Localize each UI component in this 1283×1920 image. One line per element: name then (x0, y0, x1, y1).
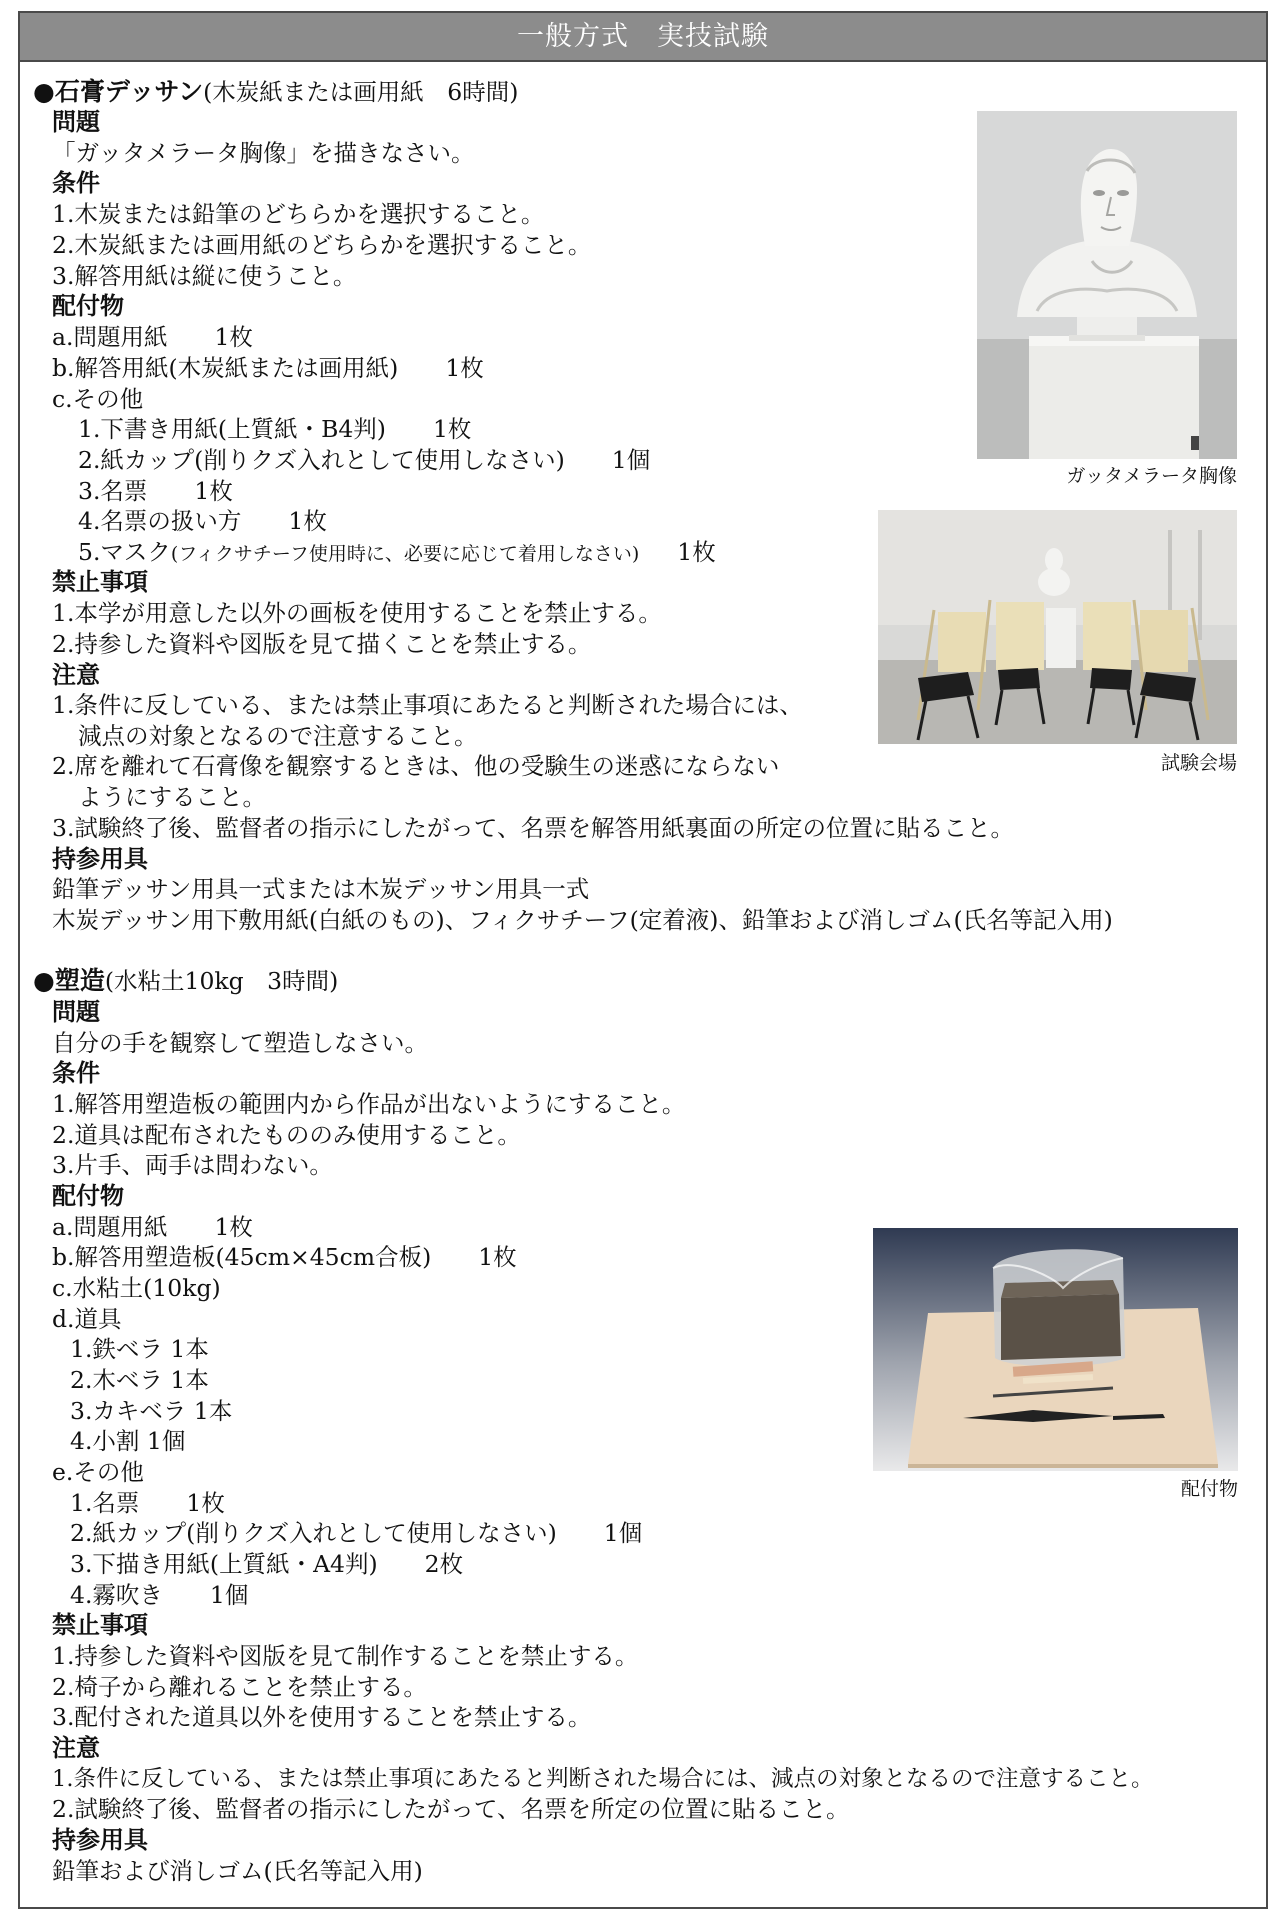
section-title-main: ●塑造 (33, 966, 105, 995)
prohibited-heading: 禁止事項 (52, 568, 148, 596)
distribution-item: 1.鉄ベラ 1本 (70, 1335, 209, 1363)
problem-heading: 問題 (52, 108, 100, 136)
items-line: 鉛筆および消しゴム(氏名等記入用) (52, 1857, 423, 1885)
condition-item: 2.道具は配布されたもののみ使用すること。 (52, 1121, 521, 1149)
section-title (33, 966, 338, 996)
condition-item: 1.木炭または鉛筆のどちらかを選択すること。 (52, 200, 545, 228)
distribution-item: 1.下書き用紙(上質紙・B4判) 1枚 (78, 415, 472, 443)
notes-heading: 注意 (52, 661, 100, 689)
distribution-item: 4.霧吹き 1個 (70, 1581, 249, 1609)
distribution-item: 1.名票 1枚 (70, 1489, 225, 1517)
note-item-cont: 減点の対象となるので注意すること。 (78, 722, 478, 750)
prohibited-item: 1.本学が用意した以外の画板を使用することを禁止する。 (52, 599, 662, 627)
section-title-sub: (木炭紙または画用紙 6時間) (203, 78, 519, 106)
note-item: 1.条件に反している、または禁止事項にあたると判断された場合には、減点の対象となるので注意すること。 (52, 1766, 1154, 1792)
distribution-heading: 配付物 (52, 1182, 124, 1210)
distribution-item: 3.名票 1枚 (78, 477, 233, 505)
prohibited-item: 3.配付された道具以外を使用することを禁止する。 (52, 1703, 592, 1731)
note-item: 2.試験終了後、監督者の指示にしたがって、名票を所定の位置に貼ること。 (52, 1795, 850, 1823)
note-item: 1.条件に反している、または禁止事項にあたると判断された場合には、 (52, 691, 803, 719)
distribution-item: 4.小割 1個 (70, 1427, 186, 1455)
distribution-item: e.その他 (52, 1458, 144, 1486)
distribution-item: d.道具 (52, 1305, 122, 1333)
condition-item: 2.木炭紙または画用紙のどちらかを選択すること。 (52, 231, 592, 259)
distribution-heading: 配付物 (52, 292, 124, 320)
note-item: 3.試験終了後、監督者の指示にしたがって、名票を解答用紙裏面の所定の位置に貼ること。 (52, 814, 1014, 842)
distribution-item: 4.名票の扱い方 1枚 (78, 507, 327, 535)
prohibited-item: 2.椅子から離れることを禁止する。 (52, 1673, 427, 1701)
prohibited-item: 2.持参した資料や図版を見て描くことを禁止する。 (52, 630, 592, 658)
exam-venue-image (878, 510, 1237, 744)
bust-image (977, 111, 1237, 459)
mask-label: 5.マスク (78, 538, 171, 566)
note-item: 2.席を離れて石膏像を観察するときは、他の受験生の迷惑にならない (52, 752, 780, 780)
condition-item: 1.解答用塑造板の範囲内から作品が出ないようにすること。 (52, 1090, 686, 1118)
notes-heading: 注意 (52, 1734, 100, 1762)
bust-photo-caption: ガッタメラータ胸像 (1066, 465, 1237, 487)
mask-count: 1枚 (677, 538, 716, 566)
mask-note: (フィクサチーフ使用時に、必要に応じて着用しなさい) (170, 543, 640, 565)
exam-venue-photo (878, 510, 1237, 744)
conditions-heading: 条件 (52, 169, 100, 197)
condition-item: 3.片手、両手は問わない。 (52, 1151, 333, 1179)
distribution-item: c.水粘土(10kg) (52, 1274, 221, 1302)
prohibited-item: 1.持参した資料や図版を見て制作することを禁止する。 (52, 1642, 639, 1670)
distribution-item: a.問題用紙 1枚 (52, 1213, 253, 1241)
distribution-item: 2.木ベラ 1本 (70, 1366, 209, 1394)
items-line: 鉛筆デッサン用具一式または木炭デッサン用具一式 (52, 875, 590, 903)
items-line: 木炭デッサン用下敷用紙(白紙のもの)、フィクサチーフ(定着液)、鉛筆および消しゴム(氏名等記入用) (52, 906, 1113, 934)
problem-heading: 問題 (52, 998, 100, 1026)
distribution-item: a.問題用紙 1枚 (52, 323, 253, 351)
distribution-item: 2.紙カップ(削りクズ入れとして使用しなさい) 1個 (70, 1519, 643, 1547)
distributed-items-image (873, 1228, 1238, 1471)
conditions-heading: 条件 (52, 1059, 100, 1087)
distribution-item-mask (78, 537, 716, 569)
items-heading: 持参用具 (52, 1826, 148, 1854)
distributed-items-caption: 配付物 (1180, 1478, 1238, 1500)
distribution-item: b.解答用塑造板(45cm×45cm合板) 1枚 (52, 1243, 517, 1271)
distribution-item: 3.カキベラ 1本 (70, 1397, 233, 1425)
section-title-sub: (水粘土10kg 3時間) (104, 967, 339, 995)
exam-venue-caption: 試験会場 (1160, 752, 1237, 774)
note-item-cont: ようにすること。 (78, 783, 266, 811)
problem-text: 自分の手を観察して塑造しなさい。 (52, 1029, 428, 1057)
prohibited-heading: 禁止事項 (52, 1611, 148, 1639)
problem-text: 「ガッタメラータ胸像」を描きなさい。 (52, 139, 475, 167)
section-title (33, 77, 518, 107)
distribution-item: b.解答用紙(木炭紙または画用紙) 1枚 (52, 354, 484, 382)
page-title: 一般方式 実技試験 (20, 13, 1266, 62)
bust-photo (977, 111, 1237, 459)
condition-item: 3.解答用紙は縦に使うこと。 (52, 262, 357, 290)
distribution-item: 3.下描き用紙(上質紙・A4判) 2枚 (70, 1550, 464, 1578)
distribution-item: 2.紙カップ(削りクズ入れとして使用しなさい) 1個 (78, 446, 651, 474)
section-title-main: ●石膏デッサン (33, 77, 204, 106)
distributed-items-photo (873, 1228, 1238, 1471)
distribution-item: c.その他 (52, 385, 144, 413)
items-heading: 持参用具 (52, 845, 148, 873)
